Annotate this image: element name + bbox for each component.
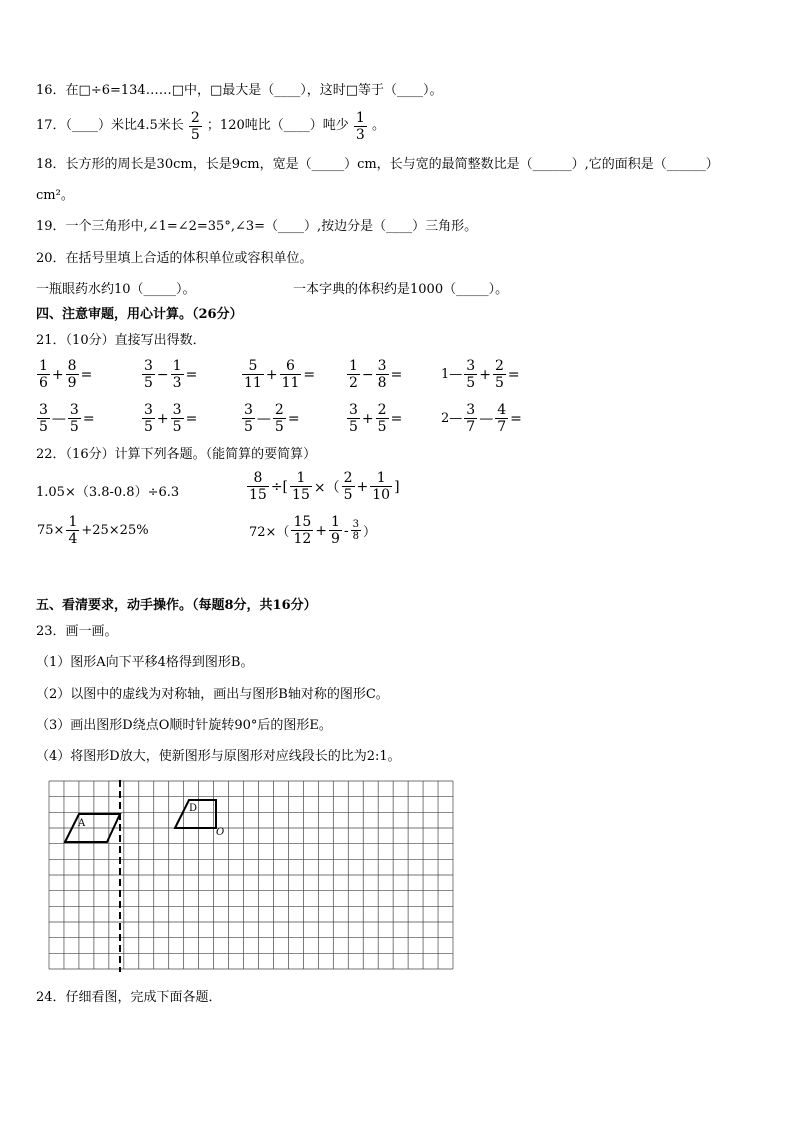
q22-e4-pre: 72×（ <box>249 525 290 540</box>
q22-e3-frac: $\frac{1}{4}$ <box>68 514 78 547</box>
drawing-grid <box>48 780 454 972</box>
q20-blank-a: 一瓶眼药水约10（_____）。 <box>36 282 196 297</box>
q22-e2-op-3: + <box>356 478 369 495</box>
q21-fraction: $\frac{8}{9}$ <box>67 358 77 391</box>
q21-equals: = <box>185 366 198 383</box>
q22-e2-op-4: ] <box>394 478 400 495</box>
q21-fraction: $\frac{4}{7}$ <box>497 402 507 435</box>
q22-expr-2 <box>246 470 401 503</box>
shape-d-label: D <box>189 803 198 814</box>
q22-e3-pre: 75× <box>37 523 65 538</box>
q21-fraction: $\frac{3}{5}$ <box>466 358 476 391</box>
q17-post: 。 <box>371 118 385 133</box>
section4-title: 四、注意审题，用心计算。（26分） <box>36 307 243 322</box>
q21-operator: — <box>479 410 494 427</box>
q21-fraction: $\frac{3}{5}$ <box>39 402 48 435</box>
q23-step-2: （2）以图中的虚线为对称轴，画出与图形B轴对称的图形C。 <box>36 687 389 702</box>
q21-fraction: $\frac{3}{5}$ <box>349 402 358 435</box>
q17-fraction-2: $\frac{1}{3}$ <box>355 109 365 143</box>
q17 <box>36 108 385 145</box>
q21-row2-item-4 <box>346 402 403 435</box>
q16-text: 16．在□÷6=134……□中，□最大是（____），这时□等于（____）。 <box>36 83 443 98</box>
q21-fraction: $\frac{1}{3}$ <box>172 358 182 391</box>
q21-operator: + <box>265 366 278 383</box>
q22-e2-frac-3: $\frac{2}{5}$ <box>343 470 353 503</box>
q21-title: 21．（10分）直接写出得数． <box>36 333 206 348</box>
q21-equals: = <box>82 410 95 427</box>
q23-title: 23．画一画。 <box>36 624 118 639</box>
q21-row1-item-5 <box>440 358 521 391</box>
q21-fraction: $\frac{1}{2}$ <box>349 358 358 391</box>
q21-equals: = <box>507 366 520 383</box>
q21-fraction: $\frac{3}{5}$ <box>69 402 79 435</box>
q21-operator: + <box>479 366 491 383</box>
q21-row1-item-3 <box>241 358 316 391</box>
q21-equals: = <box>80 366 93 383</box>
q21-fraction: $\frac{2}{5}$ <box>377 402 387 435</box>
q21-row2-item-5 <box>440 402 523 435</box>
q21-fraction: $\frac{1}{6}$ <box>39 358 48 391</box>
q21-fraction: $\frac{3}{7}$ <box>466 402 476 435</box>
q21-fraction: $\frac{3}{5}$ <box>172 402 182 435</box>
q21-fraction: $\frac{3}{5}$ <box>144 402 153 435</box>
q21-fraction: $\frac{6}{11}$ <box>281 358 300 391</box>
q21-row2-item-1 <box>36 402 96 435</box>
q22-title: 22．（16分）计算下列各题。（能简算的要简算） <box>36 447 317 462</box>
q22-e4-frac-1: $\frac{15}{12}$ <box>293 514 312 547</box>
shape-a-label: A <box>78 818 86 829</box>
q23-step-4: （4）将图形D放大，使新图形与原图形对应线段长的比为2:1。 <box>36 749 401 764</box>
q19-text: 19．一个三角形中,∠1=∠2=35°,∠3=（____）,按边分是（____）三角形。 <box>36 219 478 234</box>
q20-text: 20．在括号里填上合适的体积单位或容积单位。 <box>36 251 313 266</box>
q22-e4-op-2: - <box>343 522 349 539</box>
q21-operator: − <box>361 366 374 383</box>
q22-e4-frac-3: $\frac{3}{8}$ <box>352 519 360 542</box>
q22-e2-op-2: ×（ <box>313 479 340 496</box>
q22-e2-frac-2: $\frac{1}{15}$ <box>292 470 310 503</box>
q22-e2-frac-1: $\frac{8}{15}$ <box>249 470 267 503</box>
q21-fraction: $\frac{5}{11}$ <box>244 358 262 391</box>
q22-expr-1: 1.05×（3.8-0.8）÷6.3 <box>36 485 180 500</box>
q17-pre: 17．（____）米比4.5米长 <box>36 118 184 133</box>
q22-e4-frac-2: $\frac{1}{9}$ <box>331 514 340 547</box>
point-o-label: O <box>216 827 225 838</box>
q17-fraction-1: $\frac{2}{5}$ <box>190 109 200 143</box>
q21-equals: = <box>510 410 522 427</box>
q21-fraction: $\frac{3}{5}$ <box>244 402 253 435</box>
q20-blank-b: 一本字典的体积约是1000（_____）。 <box>293 282 509 297</box>
q21-row1-item-4 <box>346 358 403 391</box>
q21-equals: = <box>185 410 198 427</box>
q21-operator: + <box>51 366 64 383</box>
q22-e4-post: ） <box>363 525 377 540</box>
q18-line1: 18．长方形的周长是30cm，长是9cm，宽是（_____）cm，长与宽的最简整数比是（______）,它的面积是（______） <box>36 157 719 172</box>
q21-prefix: 1— <box>441 367 463 382</box>
q18-line2: cm²。 <box>36 188 74 203</box>
q21-operator: + <box>361 410 374 427</box>
q24-title: 24．仔细看图，完成下面各题． <box>36 990 222 1005</box>
grid-lines <box>49 781 453 969</box>
q21-equals: = <box>287 410 300 427</box>
q23-step-1: （1）图形A向下平移4格得到图形B。 <box>36 655 254 670</box>
q21-operator: − <box>156 366 169 383</box>
q22-e3-post: +25×25% <box>81 523 149 538</box>
q21-row1-item-1 <box>36 358 93 391</box>
q21-equals: = <box>303 366 316 383</box>
q17-mid: ；120吨比（____）吨少 <box>206 118 349 133</box>
q23-step-3: （3）画出图形D绕点O顺时针旋转90°后的图形E。 <box>36 718 332 733</box>
q21-fraction: $\frac{3}{5}$ <box>144 358 153 391</box>
q21-equals: = <box>390 366 403 383</box>
q21-fraction: $\frac{2}{5}$ <box>494 358 504 391</box>
q21-operator: — <box>256 410 271 427</box>
q22-expr-4 <box>248 514 377 547</box>
q21-fraction: $\frac{2}{5}$ <box>274 402 284 435</box>
q21-row2-item-2 <box>141 402 198 435</box>
q22-expr-3 <box>36 514 150 547</box>
q21-operator: — <box>51 410 66 427</box>
q21-row2-item-3 <box>241 402 301 435</box>
q21-operator: + <box>156 410 169 427</box>
q21-row1-item-2 <box>141 358 198 391</box>
q21-fraction: $\frac{3}{8}$ <box>377 358 387 391</box>
q22-e2-op-1: ÷[ <box>270 478 289 495</box>
section5-title: 五、看清要求，动手操作。（每题8分，共16分） <box>36 598 317 613</box>
q21-equals: = <box>390 410 403 427</box>
q22-e4-op-1: + <box>315 522 327 539</box>
q22-e2-frac-4: $\frac{1}{10}$ <box>372 470 391 503</box>
q21-prefix: 2— <box>441 411 463 426</box>
